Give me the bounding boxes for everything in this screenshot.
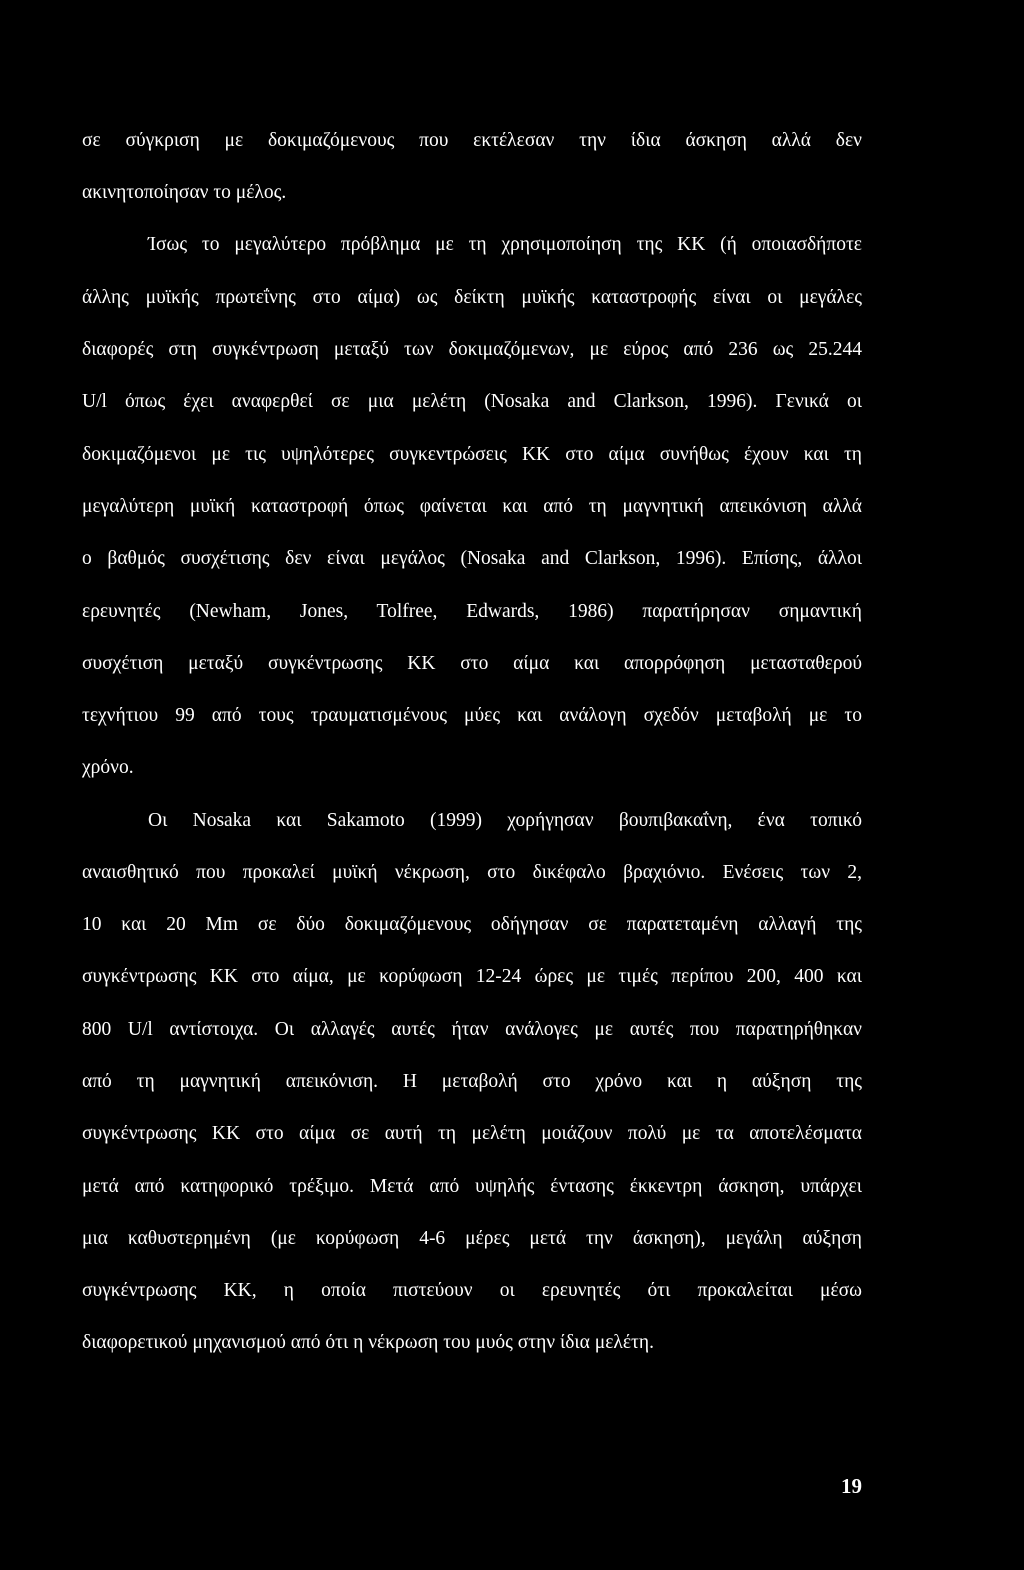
text-line: U/l όπως έχει αναφερθεί σε μια μελέτη (Nosaka and Clarkson, 1996). Γενικά οι xyxy=(82,391,862,412)
text-line: τεχνήτιου 99 από τους τραυματισμένους μύες και ανάλογη σχεδόν μεταβολή με το xyxy=(82,705,862,726)
text-line: μεγαλύτερη μυϊκή καταστροφή όπως φαίνεται και από τη μαγνητική απεικόνιση αλλά xyxy=(82,496,862,517)
text-line: διαφορές στη συγκέντρωση μεταξύ των δοκιμαζόμενων, με εύρος από 236 ως 25.244 xyxy=(82,339,862,360)
text-line: μετά από κατηφορικό τρέξιμο. Μετά από υψηλής έντασης έκκεντρη άσκηση, υπάρχει xyxy=(82,1176,862,1197)
page-number: 19 xyxy=(841,1474,862,1498)
text-line: συγκέντρωσης ΚΚ στο αίμα σε αυτή τη μελέτη μοιάζουν πολύ με τα αποτελέσματα xyxy=(82,1123,862,1144)
text-line: ο βαθμός συσχέτισης δεν είναι μεγάλος (Nosaka and Clarkson, 1996). Επίσης, άλλοι xyxy=(82,548,862,569)
paragraph-first-line: Ίσως το μεγαλύτερο πρόβλημα με τη χρησιμοποίηση της ΚΚ (ή οποιασδήποτε xyxy=(148,234,862,255)
text-line: συγκέντρωσης ΚΚ στο αίμα, με κορύφωση 12-24 ώρες με τιμές περίπου 200, 400 και xyxy=(82,966,862,987)
text-line: άλλης μυϊκής πρωτεΐνης στο αίμα) ως δείκτη μυϊκής καταστροφής είναι οι μεγάλες xyxy=(82,287,862,308)
text-line: διαφορετικού μηχανισμού από ότι η νέκρωση του μυός στην ίδια μελέτη. xyxy=(82,1332,654,1353)
text-line: συγκέντρωσης ΚΚ, η οποία πιστεύουν οι ερευνητές ότι προκαλείται μέσω xyxy=(82,1280,862,1301)
text-line: 800 U/l αντίστοιχα. Οι αλλαγές αυτές ήταν ανάλογες με αυτές που παρατηρήθηκαν xyxy=(82,1019,862,1040)
text-line: σε σύγκριση με δοκιμαζόμενους που εκτέλεσαν την ίδια άσκηση αλλά δεν xyxy=(82,130,862,151)
paragraph-first-line: Οι Nosaka και Sakamoto (1999) χορήγησαν βουπιβακαΐνη, ένα τοπικό xyxy=(148,810,862,831)
text-line: αναισθητικό που προκαλεί μυϊκή νέκρωση, στο δικέφαλο βραχιόνιο. Ενέσεις των 2, xyxy=(82,862,862,883)
text-line: από τη μαγνητική απεικόνιση. Η μεταβολή στο χρόνο και η αύξηση της xyxy=(82,1071,862,1092)
text-line: μια καθυστερημένη (με κορύφωση 4-6 μέρες μετά την άσκηση), μεγάλη αύξηση xyxy=(82,1228,862,1249)
text-line: συσχέτιση μεταξύ συγκέντρωσης ΚΚ στο αίμα και απορρόφηση μετασταθερού xyxy=(82,653,862,674)
text-line: 10 και 20 Mm σε δύο δοκιμαζόμενους οδήγησαν σε παρατεταμένη αλλαγή της xyxy=(82,914,862,935)
text-line: δοκιμαζόμενοι με τις υψηλότερες συγκεντρώσεις ΚΚ στο αίμα συνήθως έχουν και τη xyxy=(82,444,862,465)
text-line: ακινητοποίησαν το μέλος. xyxy=(82,182,287,203)
text-line: χρόνο. xyxy=(82,757,134,778)
text-line: ερευνητές (Newham, Jones, Tolfree, Edwards, 1986) παρατήρησαν σημαντική xyxy=(82,601,862,622)
